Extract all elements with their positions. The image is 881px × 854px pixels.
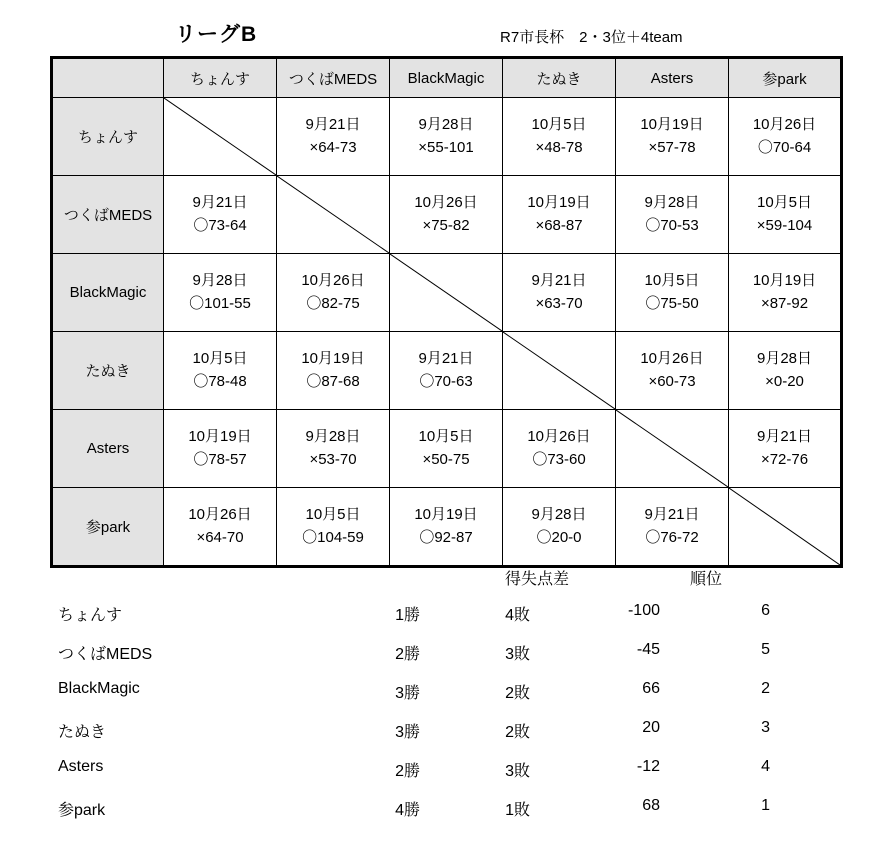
match-score: ×64-70 bbox=[196, 528, 244, 546]
table-row bbox=[52, 488, 842, 567]
match-score: ×48-78 bbox=[535, 138, 583, 156]
match-date: 10月26日 bbox=[301, 271, 365, 289]
match-date: 10月26日 bbox=[414, 193, 478, 211]
match-score: 〇78-57 bbox=[193, 450, 247, 468]
match-score: 〇70-63 bbox=[419, 372, 473, 390]
match-date: 9月21日 bbox=[192, 193, 248, 211]
table-row bbox=[52, 410, 842, 488]
match-score: 〇104-59 bbox=[302, 528, 364, 546]
match-score: ×59-104 bbox=[756, 216, 813, 234]
standings-point-diff: -45 bbox=[636, 641, 660, 658]
result-cell bbox=[164, 254, 277, 332]
result-cell bbox=[390, 488, 503, 567]
match-score: ×87-92 bbox=[760, 294, 809, 312]
match-date: 10月19日 bbox=[752, 271, 817, 289]
table-header-row bbox=[52, 58, 842, 98]
standings-row bbox=[50, 713, 850, 752]
standings-row bbox=[50, 791, 850, 830]
match-score: 〇73-64 bbox=[193, 216, 247, 234]
standings-team-name: ちょんす bbox=[58, 607, 123, 624]
match-score: 〇75-50 bbox=[645, 294, 699, 312]
column-header-team-6: 参park bbox=[729, 58, 842, 98]
match-score: ×55-101 bbox=[418, 138, 474, 156]
standings-rank: 5 bbox=[761, 641, 770, 658]
match-date: 10月19日 bbox=[527, 193, 591, 211]
table-header-row-group bbox=[52, 58, 842, 98]
row-header-team-4: たぬき bbox=[52, 332, 164, 410]
standings-header-point-diff: 得失点差 bbox=[505, 571, 570, 588]
result-cell bbox=[390, 410, 503, 488]
standings-team-name: BlackMagic bbox=[58, 680, 140, 697]
match-score: ×63-70 bbox=[535, 294, 583, 312]
column-header-team-1: ちょんす bbox=[164, 58, 277, 98]
match-date: 10月26日 bbox=[188, 505, 252, 523]
standings-row bbox=[50, 596, 850, 635]
standings-section bbox=[50, 566, 850, 830]
match-date: 10月5日 bbox=[644, 271, 700, 289]
standings-header-rank: 順位 bbox=[690, 571, 723, 588]
match-date: 10月19日 bbox=[301, 349, 365, 367]
result-cell bbox=[277, 488, 390, 567]
standings-losses: 4敗 bbox=[505, 607, 530, 624]
row-header-team-1: ちょんす bbox=[52, 98, 164, 176]
standings-losses: 2敗 bbox=[505, 685, 530, 702]
match-date: 9月21日 bbox=[418, 349, 474, 367]
table-row bbox=[52, 332, 842, 410]
row-header-team-2: つくばMEDS bbox=[52, 176, 164, 254]
row-header-team-5: Asters bbox=[52, 410, 164, 488]
match-date: 9月28日 bbox=[305, 427, 361, 445]
result-cell bbox=[164, 176, 277, 254]
match-score: ×72-76 bbox=[760, 450, 809, 468]
diagonal-slash-icon bbox=[390, 254, 502, 331]
match-date: 10月5日 bbox=[531, 115, 587, 133]
match-date: 10月26日 bbox=[752, 115, 817, 133]
standings-rank: 3 bbox=[761, 719, 770, 736]
match-score: 〇20-0 bbox=[536, 528, 582, 546]
standings-team-name: つくばMEDS bbox=[58, 646, 153, 663]
match-date: 10月5日 bbox=[418, 427, 474, 445]
table-corner-cell bbox=[52, 58, 164, 98]
standings-wins: 2勝 bbox=[395, 646, 420, 663]
standings-point-diff: 20 bbox=[642, 719, 660, 736]
match-score: ×68-87 bbox=[535, 216, 583, 234]
page-subtitle: R7市長杯 2・3位＋4team bbox=[500, 29, 683, 46]
result-cell-blank bbox=[390, 254, 503, 332]
diagonal-slash-icon bbox=[503, 332, 615, 409]
match-date: 9月28日 bbox=[418, 115, 474, 133]
result-cell-blank bbox=[503, 332, 616, 410]
diagonal-slash-icon bbox=[616, 410, 728, 487]
result-cell bbox=[503, 254, 616, 332]
standings-team-name: Asters bbox=[58, 758, 104, 775]
column-header-team-2: つくばMEDS bbox=[277, 58, 390, 98]
match-score: ×53-70 bbox=[309, 450, 357, 468]
standings-row bbox=[50, 635, 850, 674]
match-date: 9月21日 bbox=[531, 271, 587, 289]
standings-losses: 3敗 bbox=[505, 763, 530, 780]
match-date: 9月28日 bbox=[756, 349, 813, 367]
table-row bbox=[52, 176, 842, 254]
match-date: 10月19日 bbox=[414, 505, 478, 523]
result-cell bbox=[390, 176, 503, 254]
column-header-team-4: たぬき bbox=[503, 58, 616, 98]
match-score: 〇70-53 bbox=[645, 216, 699, 234]
match-score: 〇78-48 bbox=[193, 372, 247, 390]
match-date: 10月5日 bbox=[192, 349, 248, 367]
result-cell bbox=[616, 176, 729, 254]
league-results-table bbox=[50, 56, 843, 568]
result-cell bbox=[277, 254, 390, 332]
standings-row bbox=[50, 752, 850, 791]
result-cell bbox=[503, 98, 616, 176]
row-header-team-6: 参park bbox=[52, 488, 164, 567]
table-body bbox=[52, 98, 842, 567]
match-score: 〇73-60 bbox=[532, 450, 586, 468]
result-cell bbox=[164, 332, 277, 410]
standings-wins: 4勝 bbox=[395, 802, 420, 819]
standings-point-diff: 66 bbox=[642, 680, 660, 697]
page-title: リーグB bbox=[175, 23, 258, 46]
table-row bbox=[52, 98, 842, 176]
match-score: 〇101-55 bbox=[189, 294, 251, 312]
result-cell bbox=[616, 488, 729, 567]
diagonal-slash-icon bbox=[729, 488, 840, 565]
standings-team-name: たぬき bbox=[58, 724, 107, 741]
match-score: ×60-73 bbox=[648, 372, 696, 390]
match-date: 9月21日 bbox=[756, 427, 813, 445]
match-date: 10月26日 bbox=[527, 427, 591, 445]
standings-losses: 2敗 bbox=[505, 724, 530, 741]
standings-wins: 1勝 bbox=[395, 607, 420, 624]
result-cell bbox=[277, 410, 390, 488]
result-cell bbox=[616, 254, 729, 332]
match-date: 10月5日 bbox=[305, 505, 361, 523]
column-header-team-3: BlackMagic bbox=[390, 58, 503, 98]
result-cell bbox=[503, 176, 616, 254]
standings-rank: 6 bbox=[761, 602, 770, 619]
result-cell bbox=[164, 488, 277, 567]
result-cell bbox=[729, 332, 842, 410]
result-cell bbox=[729, 254, 842, 332]
result-cell bbox=[390, 98, 503, 176]
standings-rank: 4 bbox=[761, 758, 770, 775]
standings-losses: 1敗 bbox=[505, 802, 530, 819]
result-cell bbox=[503, 488, 616, 567]
result-cell bbox=[164, 410, 277, 488]
result-cell bbox=[277, 332, 390, 410]
match-score: ×75-82 bbox=[422, 216, 470, 234]
standings-wins: 2勝 bbox=[395, 763, 420, 780]
result-cell-blank bbox=[164, 98, 277, 176]
table-row bbox=[52, 254, 842, 332]
diagonal-slash-icon bbox=[277, 176, 389, 253]
standings-losses: 3敗 bbox=[505, 646, 530, 663]
match-date: 10月19日 bbox=[640, 115, 704, 133]
match-date: 9月21日 bbox=[644, 505, 700, 523]
match-date: 10月5日 bbox=[756, 193, 813, 211]
match-date: 9月28日 bbox=[644, 193, 700, 211]
match-score: ×0-20 bbox=[765, 372, 804, 390]
match-score: 〇76-72 bbox=[645, 528, 699, 546]
match-date: 9月21日 bbox=[305, 115, 361, 133]
diagonal-slash-icon bbox=[164, 98, 276, 175]
standings-wins: 3勝 bbox=[395, 724, 420, 741]
match-date: 10月26日 bbox=[640, 349, 704, 367]
result-cell-blank bbox=[729, 488, 842, 567]
result-cell bbox=[616, 98, 729, 176]
result-cell-blank bbox=[616, 410, 729, 488]
result-cell bbox=[277, 98, 390, 176]
league-results-table-container bbox=[50, 56, 843, 568]
result-cell bbox=[729, 98, 842, 176]
standings-team-name: 参park bbox=[58, 802, 106, 819]
match-score: ×50-75 bbox=[422, 450, 470, 468]
match-score: 〇92-87 bbox=[419, 528, 473, 546]
standings-point-diff: -12 bbox=[636, 758, 660, 775]
standings-point-diff: 68 bbox=[642, 797, 660, 814]
standings-rank: 2 bbox=[761, 680, 770, 697]
row-header-team-3: BlackMagic bbox=[52, 254, 164, 332]
match-date: 9月28日 bbox=[531, 505, 587, 523]
result-cell-blank bbox=[277, 176, 390, 254]
match-score: 〇82-75 bbox=[306, 294, 360, 312]
match-score: 〇87-68 bbox=[306, 372, 360, 390]
result-cell bbox=[729, 176, 842, 254]
standings-point-diff: -100 bbox=[627, 602, 660, 619]
match-date: 10月19日 bbox=[188, 427, 252, 445]
match-score: 〇70-64 bbox=[757, 138, 812, 156]
result-cell bbox=[390, 332, 503, 410]
match-score: ×64-73 bbox=[309, 138, 357, 156]
standings-wins: 3勝 bbox=[395, 685, 420, 702]
standings-row bbox=[50, 674, 850, 713]
standings-rank: 1 bbox=[761, 797, 770, 814]
result-cell bbox=[729, 410, 842, 488]
column-header-team-5: Asters bbox=[616, 58, 729, 98]
result-cell bbox=[616, 332, 729, 410]
match-date: 9月28日 bbox=[192, 271, 248, 289]
match-score: ×57-78 bbox=[648, 138, 696, 156]
standings-header-row bbox=[50, 566, 850, 596]
result-cell bbox=[503, 410, 616, 488]
